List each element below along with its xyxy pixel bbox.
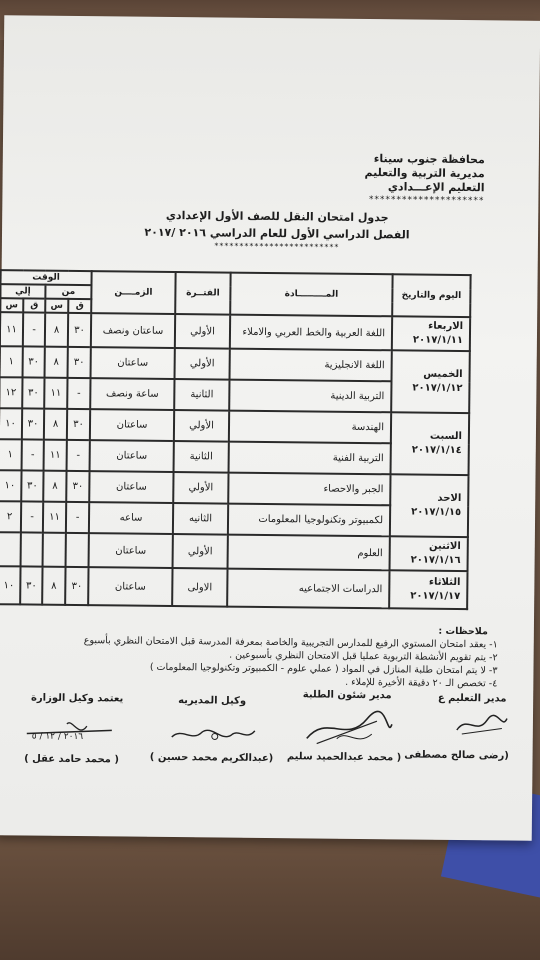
period-cell: الأولي (175, 348, 230, 380)
governorate-label: محافظة جنوب سيناء (373, 152, 485, 167)
education-stage-label: التعليم الإعـــدادي (387, 180, 485, 195)
subject-cell: التربية الفنية (229, 442, 391, 475)
signature-scribble-2 (297, 708, 397, 749)
to-s-cell: ١٠ (0, 566, 21, 604)
notes-title: ملاحظات : (438, 625, 488, 638)
to-s-cell (0, 532, 21, 566)
header-from-q: ق (68, 299, 91, 313)
from-s-cell: ٨ (45, 347, 68, 378)
note-item: ١- يعقد امتحان المستوي الرفيع للمدارس التجريبية والخاصة بمعرفة المدرسة قبل الامتحان النظري بأسبوع (83, 635, 498, 651)
header-subject: المـــــــــادة (230, 273, 392, 317)
duration-cell: ساعتان ونصف (91, 313, 175, 348)
signature-title-3: وكيل المديريه (178, 695, 247, 707)
duration-cell: ساعتان (91, 347, 175, 379)
header-to-q: ق (23, 298, 45, 312)
signature-name-1: (رضى صالح مصطفى (404, 749, 509, 762)
subject-cell: الجبر والاحصاء (228, 473, 390, 506)
signature-scribble-1 (452, 710, 512, 741)
from-s-cell: ١١ (44, 378, 67, 409)
from-s-cell: ٨ (45, 313, 68, 347)
to-s-cell: ١٠ (0, 470, 22, 501)
notes-section (57, 621, 498, 691)
to-s-cell: ١١ (0, 312, 23, 346)
to-s-cell: ١ (0, 439, 22, 470)
header-to: إلي (0, 284, 45, 298)
period-cell: الثانية (174, 441, 229, 473)
duration-cell: ساعة ونصف (90, 378, 174, 410)
header-time: الوقت (0, 270, 91, 285)
from-q-cell: ٣٠ (68, 347, 91, 378)
from-q-cell: ٣٠ (66, 471, 89, 502)
to-s-cell: ١٢ (0, 377, 23, 408)
header-to-s: س (0, 298, 23, 312)
to-s-cell: ١ (0, 346, 23, 377)
signature-title-2: مدير شئون الطلبة (302, 689, 392, 702)
day-cell: الثلاثاء ٢٠١٧/١/١٧ (389, 570, 467, 609)
day-cell: الاحد ٢٠١٧/١/١٥ (390, 474, 469, 537)
from-s-cell: ٨ (42, 567, 65, 605)
header-stars: ********************* (368, 195, 485, 207)
from-s-cell: ١١ (44, 440, 67, 471)
to-q-cell: - (22, 439, 44, 470)
to-q-cell: ٣٠ (22, 408, 44, 439)
period-cell: الأولي (173, 472, 228, 504)
signature-name-3: (عبدالكريم محمد حسين ) (149, 751, 274, 765)
to-q-cell: ٣٠ (20, 566, 42, 604)
signature-name-4: ( محمد حامد عقل ) (24, 753, 119, 766)
to-q-cell: - (23, 312, 45, 346)
subject-cell: اللغة الانجليزية (230, 349, 392, 382)
exam-schedule-table (0, 269, 472, 610)
day-cell: الاربعاء ٢٠١٧/١/١١ (392, 316, 470, 351)
schedule-title: جدول امتحان النقل للصف الأول الإعدادي (165, 208, 389, 225)
to-q-cell (21, 532, 43, 566)
duration-cell: ساعتان (88, 567, 172, 606)
to-q-cell: - (21, 501, 43, 532)
table-row (0, 470, 469, 506)
signature-title-4: يعتمد وكيل الوزارة (30, 692, 124, 705)
header-from: من (45, 285, 91, 299)
header-duration: الزمــــن (91, 271, 175, 314)
from-q-cell: - (67, 440, 90, 471)
directorate-label: مديرية التربية والتعليم (364, 165, 485, 181)
table-row (0, 312, 470, 351)
duration-cell: ساعتان (90, 440, 174, 472)
to-q-cell: ٣٠ (23, 346, 45, 377)
period-cell: الأولي (174, 410, 229, 442)
period-cell: الأولي (175, 314, 230, 349)
day-cell: الاثنين ٢٠١٧/١/١٦ (390, 536, 468, 571)
from-q-cell: ٣٠ (65, 567, 88, 605)
duration-cell: ساعه (89, 502, 173, 534)
signature-name-2: ( محمد عبدالحميد سليم (286, 751, 402, 764)
period-cell: الاولى (172, 568, 227, 607)
from-q-cell (66, 533, 89, 567)
duration-cell: ساعتان (89, 471, 173, 503)
subject-cell: الدراسات الاجتماعيه (227, 569, 389, 609)
from-s-cell (43, 533, 66, 567)
subject-cell: الهندسة (229, 411, 391, 444)
handwritten-date: ٢٠١٦ / ١٢ / ٥ (31, 731, 84, 743)
table-row (0, 346, 470, 382)
period-cell: الثانيه (173, 503, 228, 535)
title-stars: ************************* (214, 241, 340, 252)
subject-cell: العلوم (228, 535, 390, 571)
to-s-cell: ٢ (0, 501, 21, 532)
day-cell: السبت ٢٠١٧/١/١٤ (391, 412, 470, 475)
exam-schedule-paper (0, 15, 540, 841)
table-row (0, 408, 469, 444)
from-q-cell: - (67, 378, 90, 409)
header-day: اليوم والتاريخ (392, 274, 470, 317)
note-item: ٤- تخصص الـ ٢٠ دقيقة الأخيرة للإملاء . (345, 676, 498, 690)
day-cell: الخميس ٢٠١٧/١/١٢ (391, 350, 470, 413)
period-cell: الثانية (174, 379, 229, 411)
header-from-s: س (45, 299, 68, 313)
to-q-cell: ٣٠ (22, 377, 44, 408)
period-cell: الأولي (173, 534, 228, 569)
duration-cell: ساعتان (89, 533, 173, 568)
from-q-cell: - (66, 502, 89, 533)
table-row (0, 532, 468, 571)
note-item: ٢- يتم تقويم الأنشطة التربوية عمليا قبل الامتحان النظري بأسبوعين . (229, 649, 498, 664)
table-row (0, 566, 468, 609)
from-s-cell: ٨ (43, 471, 66, 502)
from-s-cell: ٨ (44, 409, 67, 440)
from-q-cell: ٣٠ (68, 313, 91, 347)
header-period: الفتــرة (175, 272, 230, 315)
to-q-cell: ٣٠ (21, 470, 43, 501)
signature-title-1: مدير التعليم ع (437, 692, 507, 705)
signature-scribble-3 (167, 722, 257, 748)
to-s-cell: ١٠ (0, 408, 22, 439)
from-s-cell: ١١ (43, 502, 66, 533)
subject-cell: اللغة العربية والخط العربي والاملاء (230, 315, 392, 351)
duration-cell: ساعتان (90, 409, 174, 441)
note-item: ٣- لا يتم امتحان طلبة المنازل في المواد ( عملي علوم - الكمبيوتر وتكنولوجيا المعلومات ) (149, 661, 498, 677)
term-title: الفصل الدراسي الأول للعام الدراسي ٢٠١٦ /٢٠١٧ (144, 225, 410, 242)
subject-cell: التربية الدينية (229, 380, 391, 413)
from-q-cell: ٣٠ (67, 409, 90, 440)
subject-cell: لكمبيوتر وتكنولوجيا المعلومات (228, 504, 390, 537)
